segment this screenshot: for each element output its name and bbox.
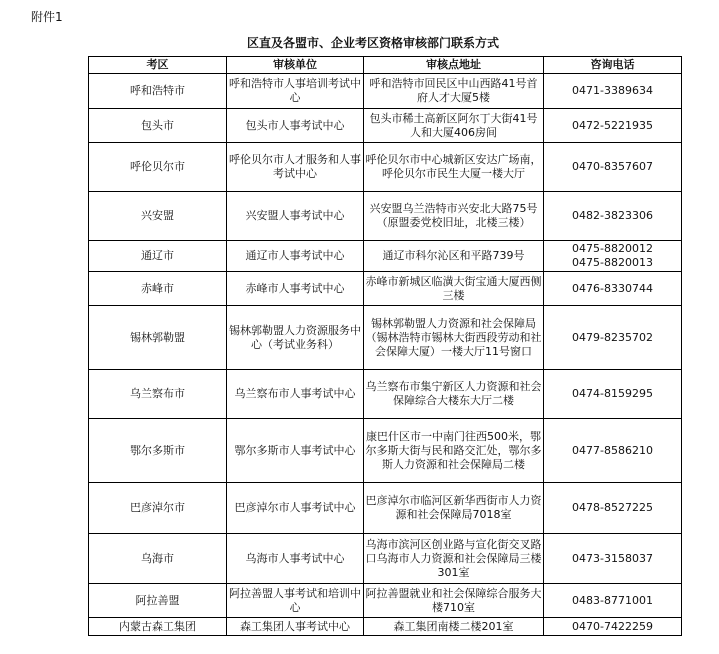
table-row	[89, 370, 682, 419]
cell-address: 包头市稀土高新区阿尔丁大街41号人和大厦406房间	[364, 109, 544, 143]
cell-area: 兴安盟	[89, 192, 227, 241]
phone-number: 0470-7422259	[572, 619, 653, 633]
cell-phone	[544, 74, 682, 109]
cell-phone	[544, 241, 682, 272]
cell-address: 呼伦贝尔市中心城新区安达广场南，呼伦贝尔市民生大厦一楼大厅	[364, 143, 544, 192]
cell-area: 赤峰市	[89, 272, 227, 306]
phone-number: 0475-8820012	[572, 242, 653, 255]
cell-area: 鄂尔多斯市	[89, 419, 227, 483]
cell-area: 呼和浩特市	[89, 74, 227, 109]
phone-number: 0478-8527225	[572, 501, 653, 514]
header-phone: 咨询电话	[544, 57, 682, 74]
cell-area: 包头市	[89, 109, 227, 143]
phone-number: 0482-3823306	[572, 209, 653, 222]
header-address: 审核点地址	[364, 57, 544, 74]
cell-address: 巴彦淖尔市临河区新华西街市人力资源和社会保障局7018室	[364, 483, 544, 534]
cell-unit: 乌兰察布市人事考试中心	[227, 370, 364, 419]
cell-unit: 包头市人事考试中心	[227, 109, 364, 143]
cell-area: 乌海市	[89, 534, 227, 584]
table-row	[89, 483, 682, 534]
cell-unit: 呼伦贝尔市人才服务和人事考试中心	[227, 143, 364, 192]
table-row	[89, 241, 682, 272]
cell-address: 森工集团南楼二楼201室	[364, 618, 544, 636]
table-row	[89, 143, 682, 192]
table-row	[89, 306, 682, 370]
cell-area: 呼伦贝尔市	[89, 143, 227, 192]
cell-address: 康巴什区市一中南门往西500米，鄂尔多斯大街与民和路交汇处，鄂尔多斯人力资源和社会保障局二楼	[364, 419, 544, 483]
cell-unit: 兴安盟人事考试中心	[227, 192, 364, 241]
cell-phone	[544, 143, 682, 192]
table-row	[89, 534, 682, 584]
phone-number: 0477-8586210	[572, 443, 653, 457]
phone-number: 0470-8357607	[572, 160, 653, 173]
cell-phone	[544, 419, 682, 483]
cell-address: 通辽市科尔沁区和平路739号	[364, 241, 544, 272]
cell-phone	[544, 483, 682, 534]
cell-unit: 森工集团人事考试中心	[227, 618, 364, 636]
phone-number: 0475-8820013	[572, 256, 653, 269]
cell-phone	[544, 370, 682, 419]
cell-phone	[544, 584, 682, 618]
phone-number: 0474-8159295	[572, 387, 653, 400]
table-title: 区直及各盟市、企业考区资格审核部门联系方式	[246, 36, 499, 50]
cell-address: 锡林郭勒盟人力资源和社会保障局（锡林浩特市锡林大街西段劳动和社会保障大厦）一楼大厅11号窗口	[364, 306, 544, 370]
phone-number: 0472-5221935	[572, 118, 653, 132]
phone-number: 0483-8771001	[572, 593, 653, 607]
table-row	[89, 74, 682, 109]
cell-area: 锡林郭勒盟	[89, 306, 227, 370]
cell-area: 阿拉善盟	[89, 584, 227, 618]
cell-address: 呼和浩特市回民区中山西路41号首府人才大厦5楼	[364, 74, 544, 109]
phone-number: 0471-3389634	[572, 84, 653, 97]
table-header-row	[89, 57, 682, 74]
cell-phone	[544, 109, 682, 143]
cell-phone	[544, 272, 682, 306]
table-row	[89, 584, 682, 618]
cell-unit: 巴彦淖尔市人事考试中心	[227, 483, 364, 534]
cell-unit: 阿拉善盟人事考试和培训中心	[227, 584, 364, 618]
cell-unit: 鄂尔多斯市人事考试中心	[227, 419, 364, 483]
table-row	[89, 618, 682, 636]
cell-address: 乌兰察布市集宁新区人力资源和社会保障综合大楼东大厅二楼	[364, 370, 544, 419]
cell-address: 兴安盟乌兰浩特市兴安北大路75号（原盟委党校旧址，北楼三楼）	[364, 192, 544, 241]
table-row	[89, 109, 682, 143]
phone-number: 0473-3158037	[572, 551, 653, 565]
contacts-table	[88, 56, 682, 636]
table-row	[89, 272, 682, 306]
cell-address: 阿拉善盟就业和社会保障综合服务大楼710室	[364, 584, 544, 618]
cell-address: 乌海市滨河区创业路与宣化街交叉路口乌海市人力资源和社会保障局三楼301室	[364, 534, 544, 584]
cell-area: 通辽市	[89, 241, 227, 272]
cell-area: 内蒙古森工集团	[89, 618, 227, 636]
phone-number: 0476-8330744	[572, 281, 653, 295]
cell-phone	[544, 534, 682, 584]
cell-phone	[544, 192, 682, 241]
cell-area: 巴彦淖尔市	[89, 483, 227, 534]
cell-address: 赤峰市新城区临潢大街宝通大厦西侧三楼	[364, 272, 544, 306]
cell-unit: 通辽市人事考试中心	[227, 241, 364, 272]
attachment-label: 附件1	[31, 10, 63, 24]
cell-unit: 呼和浩特市人事培训考试中心	[227, 74, 364, 109]
cell-unit: 锡林郭勒盟人力资源服务中心（考试业务科）	[227, 306, 364, 370]
table-row	[89, 419, 682, 483]
cell-unit: 乌海市人事考试中心	[227, 534, 364, 584]
header-unit: 审核单位	[227, 57, 364, 74]
cell-area: 乌兰察布市	[89, 370, 227, 419]
cell-phone	[544, 618, 682, 636]
table-row	[89, 192, 682, 241]
cell-phone	[544, 306, 682, 370]
phone-number: 0479-8235702	[572, 330, 653, 344]
cell-unit: 赤峰市人事考试中心	[227, 272, 364, 306]
header-area: 考区	[89, 57, 227, 74]
